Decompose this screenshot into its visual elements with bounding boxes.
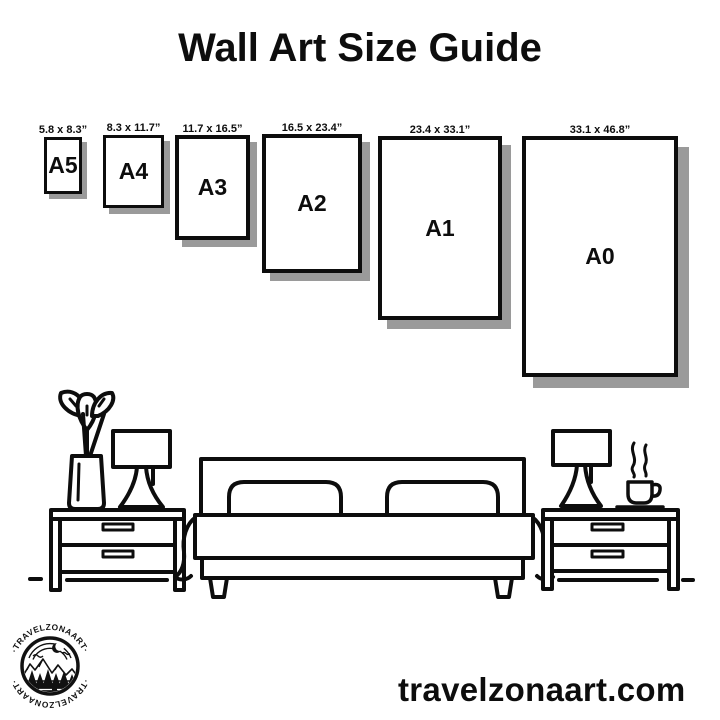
bedroom-scene-illustration [0,380,720,610]
bed-icon [175,459,553,597]
size-label-a4: A4 [118,158,149,184]
plant-icon [60,392,113,509]
size-card-a0 [522,124,678,377]
size-label-a2: A2 [297,190,327,216]
size-dimensions-a4: 8.3 x 11.7” [106,122,161,134]
page-title: Wall Art Size Guide [178,26,542,70]
size-dimensions-a5: 5.8 x 8.3” [38,124,88,136]
size-label-a0: A0 [585,243,615,269]
bed-leg [210,578,227,597]
size-card-a2 [262,122,362,273]
brand-logo [3,617,97,717]
size-card-a1 [378,124,502,320]
bed-leg [495,578,512,597]
size-dimensions-a2: 16.5 x 23.4” [281,122,343,134]
table-lamp-left-icon [113,431,170,507]
nightstand-right [543,510,678,589]
logo-arc-text-top: ·TRAVELZONAART· [8,621,92,655]
size-card-a4 [103,122,164,208]
size-dimensions-a1: 23.4 x 33.1” [409,124,471,136]
pillow-left [229,482,341,516]
size-card-a5 [38,124,88,194]
size-dimensions-a3: 11.7 x 16.5” [182,123,243,135]
mattress [195,515,533,558]
pillow-right [387,482,498,516]
steam [632,443,634,477]
bed-base [202,558,523,578]
steam [644,445,646,476]
size-label-a1: A1 [425,214,455,241]
size-card-a3 [175,123,250,240]
size-label-a5: A5 [48,152,78,178]
size-label-a3: A3 [197,174,228,200]
coffee-cup-icon [617,443,663,507]
website-url: travelzonaart.com [398,671,686,708]
size-dimensions-a0: 33.1 x 46.8” [569,124,631,136]
logo-arc-text-bottom: ·TRAVELZONAART· [8,677,92,711]
table-lamp-right-icon [553,431,610,506]
